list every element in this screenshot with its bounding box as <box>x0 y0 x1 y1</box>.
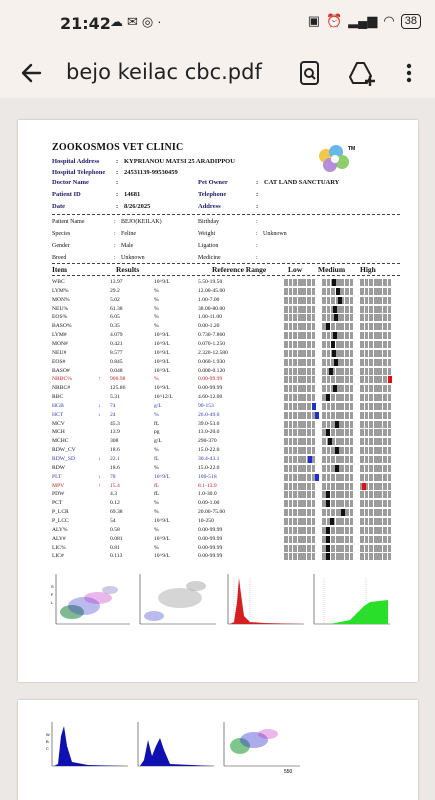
result-value: 0.35 <box>110 323 120 330</box>
result-value: 4.3 <box>110 491 117 498</box>
back-arrow-icon[interactable] <box>14 57 50 89</box>
table-row <box>52 428 402 437</box>
result-item: LYM% <box>52 287 69 294</box>
result-unit: 10^9/L <box>154 358 170 365</box>
result-value: 78 <box>110 473 116 480</box>
level-marker <box>332 350 336 357</box>
result-value: 13.9 <box>110 429 120 436</box>
result-item: MON# <box>52 340 68 347</box>
table-row <box>52 331 402 340</box>
clinic-name: ZOOKOSMOS VET CLINIC <box>52 142 184 153</box>
col-low: Low <box>288 265 303 274</box>
divider <box>52 214 400 215</box>
result-item: MPV <box>52 482 65 489</box>
result-flag: ↓ <box>98 456 101 462</box>
result-range: 0.09-1.00 <box>198 500 220 507</box>
result-unit: % <box>154 509 159 516</box>
table-row <box>52 393 402 402</box>
result-value: 54 <box>110 517 116 524</box>
cloud-icon: ☁ <box>110 14 127 29</box>
level-marker <box>341 509 345 516</box>
result-value: 61.38 <box>110 305 123 312</box>
patient-name: BEJO(KEILAK) <box>121 219 162 225</box>
result-unit: 10^9/L <box>154 332 170 339</box>
result-value: 0.081 <box>110 535 123 542</box>
table-row <box>52 517 402 526</box>
telephone-row: Telephone : <box>198 191 259 198</box>
alarm-icon: ⏰ <box>326 13 343 28</box>
col-range: Reference Range <box>212 265 267 274</box>
wifi-icon: ◠ <box>383 13 395 28</box>
clinic-logo <box>312 142 362 176</box>
pdf-page-2 <box>18 700 418 800</box>
result-value: 6.05 <box>110 314 120 321</box>
result-value: 22.1 <box>110 456 120 462</box>
result-unit: 10^9/L <box>154 553 170 560</box>
level-marker <box>328 438 332 445</box>
result-flag: ↑ <box>98 376 101 383</box>
table-row <box>52 358 402 367</box>
level-marker <box>338 297 342 304</box>
gender: Male <box>121 243 134 249</box>
result-value: 0.12 <box>110 500 120 507</box>
pdf-page-1: ZOOKOSMOS VET CLINIC Hospital Address : KYPRIANOU MATSI 25 ARADIPPOU Hospital Telephone : 24531139-99530459 TM Doctor Name : Pet Owner : CAT LAND SANCTUARY Patient ID : 14681 Telephone : Date : 8/26/2025 Address : Patient Name : BEJO(KEILAK) Birthday : Species : Feline Weight : Unknown Gender : Male Ligation : Breed : Unknown Medicine : Item Results Reference Range Low Medium High WBC 13.97 10^9/L 5.50-19.50 LYM% 29.2 % 12.00-45.00 MON% 5.02 % 1.00-7.00 NEU% 61.38 % 38.00-80.00 EOS% 6.05 % 1.00-11.00 BASO% 0.35 % 0.00-1.20 LYM# 4.079 10^9/L 0.730-7.860 MON# 0.421 10^9/L 0.070-1.250 NEU# 8.577 10^9/L 2.320-12.580 EOS# 0.845 10^9/L 0.060-1.930 BASO# 0.048 10^9/L 0.000-0.120 NRBC% ↑ 900.98 % 0.00-99.99 NRBC# 125.86 10^9/L 0.00-99.99 RBC 5.31 10^12/L 4.60-12.00 HGB ↓ 74 g/L 90-153 HCT ↓ 24 % 26.0-49.0 MCV 45.3 fL 39.0-53.0 MCH 13.9 pg 13.0-20.0 MCHC 308 g/L 290-370 RDW_CV 18.6 % 15.0-22.0 RDW_SD ↓ 22.1 fL 30.4-43.1 RDW 18.6 % 15.0-22.0 PLT ↓ 78 10^9/L 100-518 MPV ↑ 15.4 fL 8.1-13.9 PDW 4.3 fL 1.0-30.0 PCT 0.12 % 0.09-1.00 P_LCR 69.38 % 20.00-75.00 P_LCC 54 10^9/L 10-250 ALY% 0.58 % 0.00-99.99 ALY# 0.081 10^9/L 0.00-99.99 LIC% 0.81 % 0.00-99.99 LIC# 0.113 10^9/L 0.00-99.99 S F L <box>18 120 418 682</box>
result-item: MCH <box>52 429 65 436</box>
result-item: HGB <box>52 402 64 409</box>
result-range: 39.0-53.0 <box>198 420 220 427</box>
result-value: 0.81 <box>110 544 120 551</box>
result-value: 0.113 <box>110 553 123 560</box>
table-row <box>52 313 402 322</box>
page2-histograms <box>18 716 418 776</box>
birthday-label: Birthday <box>198 219 219 225</box>
table-row <box>52 473 402 482</box>
doctor-row: Doctor Name : <box>52 179 119 186</box>
table-row <box>52 552 402 561</box>
result-range: 8.1-13.9 <box>198 482 217 489</box>
status-time: 21:42 <box>60 14 111 33</box>
status-bar <box>0 0 435 48</box>
result-item: HCT <box>52 411 64 418</box>
breed-label: Breed <box>52 255 67 261</box>
instagram-icon: ◎ <box>141 14 158 29</box>
divider <box>52 263 400 264</box>
table-row <box>52 535 402 544</box>
level-marker <box>326 500 330 507</box>
result-range: 0.00-1.20 <box>198 323 220 330</box>
table-row <box>52 402 402 411</box>
result-value: 45.3 <box>110 420 120 427</box>
result-unit: % <box>154 447 159 454</box>
table-row <box>52 340 402 349</box>
more-dots-icon: · <box>157 14 166 29</box>
result-range: 0.000-0.120 <box>198 367 226 374</box>
result-range: 290-370 <box>198 438 217 445</box>
level-marker <box>334 359 338 366</box>
result-value: 29.2 <box>110 287 120 294</box>
app-bar <box>0 48 435 98</box>
divider <box>52 275 400 276</box>
level-marker <box>326 394 330 401</box>
messenger-icon: ✉ <box>127 14 142 29</box>
owner-name: CAT LAND SANCTUARY <box>264 179 340 186</box>
table-row <box>52 296 402 305</box>
result-unit: 10^9/L <box>154 385 170 392</box>
result-item: LIC% <box>52 544 66 551</box>
level-marker <box>334 314 338 321</box>
table-row <box>52 287 402 296</box>
report-date: 8/26/2025 <box>124 203 151 210</box>
table-row <box>52 437 402 446</box>
more-vert-icon[interactable] <box>397 58 421 88</box>
result-item: NRBC# <box>52 385 71 392</box>
level-marker <box>335 447 339 454</box>
result-value: 18.6 <box>110 447 120 454</box>
weight: Unknown <box>263 231 287 237</box>
level-marker <box>315 474 319 481</box>
result-range: 0.730-7.860 <box>198 332 226 339</box>
result-item: MCV <box>52 420 65 427</box>
level-marker <box>330 518 334 525</box>
level-marker <box>329 368 333 375</box>
result-value: 308 <box>110 438 119 445</box>
table-row <box>52 367 402 376</box>
result-unit: fL <box>154 420 160 427</box>
histogram-plt <box>310 572 392 628</box>
result-value: 69.38 <box>110 509 123 516</box>
battery-icon: 38 <box>401 14 421 29</box>
patient-id: 14681 <box>124 191 141 198</box>
result-value: 74 <box>110 402 116 409</box>
table-row <box>52 278 402 287</box>
result-unit: % <box>154 323 159 330</box>
level-marker <box>326 527 330 534</box>
col-item: Item <box>52 265 67 274</box>
result-unit: % <box>154 464 159 471</box>
level-marker <box>326 429 330 436</box>
level-marker <box>336 288 340 295</box>
result-range: 0.00-99.99 <box>198 376 223 383</box>
level-marker <box>308 456 312 463</box>
result-item: PCT <box>52 500 63 507</box>
result-unit: g/L <box>154 438 162 445</box>
result-unit: % <box>154 500 159 507</box>
result-range: 0.00-99.99 <box>198 526 223 533</box>
level-marker <box>331 341 335 348</box>
result-value: 5.02 <box>110 296 120 303</box>
level-marker <box>326 491 330 498</box>
result-range: 1.00-7.00 <box>198 296 220 303</box>
breed: Unknown <box>121 255 145 261</box>
table-row <box>52 411 402 420</box>
species: Feline <box>121 231 136 237</box>
svg-text:L: L <box>51 600 54 605</box>
table-row <box>52 544 402 553</box>
result-unit: % <box>154 526 159 533</box>
svg-text:W: W <box>46 732 50 737</box>
col-high: High <box>360 265 376 274</box>
result-range: 26.0-49.0 <box>198 411 220 418</box>
result-unit: fL <box>154 482 160 489</box>
result-value: 4.079 <box>110 332 123 339</box>
col-medium: Medium <box>318 265 346 274</box>
hospital-address: KYPRIANOU MATSI 25 ARADIPPOU <box>124 158 235 165</box>
result-item: LIC# <box>52 553 64 560</box>
table-row <box>52 384 402 393</box>
result-unit: % <box>154 305 159 312</box>
result-value: 0.845 <box>110 358 123 365</box>
level-marker <box>326 536 330 543</box>
result-unit: 10^9/L <box>154 367 170 374</box>
level-marker <box>333 332 337 339</box>
signal-icon: ▂▄▆ <box>348 13 378 28</box>
result-value: 125.86 <box>110 385 126 392</box>
result-item: MON% <box>52 296 70 303</box>
level-marker <box>388 376 392 383</box>
result-unit: g/L <box>154 402 162 409</box>
result-value: 13.97 <box>110 279 123 285</box>
table-row <box>52 508 402 517</box>
result-item: ALY% <box>52 526 68 533</box>
histogram-rbc <box>224 572 306 628</box>
table-row <box>52 446 402 455</box>
nfc-icon: ▣ <box>307 13 320 28</box>
result-range: 0.070-1.250 <box>198 340 226 347</box>
result-unit: % <box>154 544 159 551</box>
gender-label: Gender <box>52 243 70 249</box>
level-marker <box>362 483 366 490</box>
table-row <box>52 464 402 473</box>
result-value: 900.98 <box>110 376 126 383</box>
table-row <box>52 455 402 464</box>
pdf-viewer[interactable] <box>0 98 435 800</box>
hospital-address-row: Hospital Address : KYPRIANOU MATSI 25 ARADIPPOU <box>52 158 235 165</box>
drive-add-icon[interactable] <box>347 58 377 88</box>
result-unit: 10^9/L <box>154 349 170 356</box>
table-row <box>52 526 402 535</box>
search-document-icon[interactable] <box>295 58 325 88</box>
table-row <box>52 375 402 384</box>
table-row <box>52 482 402 491</box>
hospital-address-label: Hospital Address <box>52 158 100 165</box>
result-item: P_LCR <box>52 509 69 516</box>
result-item: LYM# <box>52 332 67 339</box>
date-row: Date : 8/26/2025 <box>52 203 151 210</box>
result-range: 2.320-12.580 <box>198 349 228 356</box>
notification-icons <box>110 14 166 30</box>
histogram-wbc-scatter <box>136 572 218 628</box>
result-range: 15.0-22.0 <box>198 464 220 471</box>
table-row <box>52 490 402 499</box>
result-value: 24 <box>110 411 116 418</box>
patient-id-row: Patient ID : 14681 <box>52 191 141 198</box>
result-item: PLT <box>52 473 62 480</box>
table-row <box>52 499 402 508</box>
table-row <box>52 420 402 429</box>
result-unit: fL <box>154 456 160 462</box>
level-marker <box>312 403 316 410</box>
level-marker <box>333 306 337 313</box>
result-range: 10-250 <box>198 517 214 524</box>
result-item: EOS# <box>52 358 66 365</box>
weight-label: Weight <box>198 231 216 237</box>
level-marker <box>326 553 330 560</box>
result-value: 8.577 <box>110 349 123 356</box>
result-item: NEU# <box>52 349 67 356</box>
level-marker <box>335 421 339 428</box>
histogram-diff-scatter <box>50 572 132 628</box>
owner-row: Pet Owner : CAT LAND SANCTUARY <box>198 179 340 186</box>
result-unit: 10^9/L <box>154 517 170 524</box>
hospital-phone: 24531139-99530459 <box>124 169 178 176</box>
medicine-label: Medicine <box>198 255 221 261</box>
patient-name-label: Patient Name <box>52 219 85 225</box>
result-range: 20.00-75.00 <box>198 509 226 516</box>
level-marker <box>332 279 336 286</box>
result-range: 38.00-80.00 <box>198 305 226 312</box>
result-range: 5.50-19.50 <box>198 279 223 285</box>
table-row <box>52 322 402 331</box>
result-item: P_LCC <box>52 517 69 524</box>
result-unit: fL <box>154 491 160 498</box>
result-unit: 10^9/L <box>154 279 170 285</box>
svg-text:S: S <box>51 584 54 589</box>
result-range: 15.0-22.0 <box>198 447 220 454</box>
result-item: RBC <box>52 394 64 401</box>
result-unit: 10^9/L <box>154 473 170 480</box>
result-range: 1.0-30.0 <box>198 491 217 498</box>
result-item: BASO# <box>52 367 70 374</box>
result-item: PDW <box>52 491 65 498</box>
result-item: RDW <box>52 464 66 471</box>
level-marker <box>335 465 339 472</box>
level-marker <box>333 385 337 392</box>
result-item: RDW_SD <box>52 456 75 462</box>
system-icons <box>308 13 421 29</box>
result-value: 0.58 <box>110 526 120 533</box>
result-unit: % <box>154 296 159 303</box>
svg-text:F: F <box>51 592 54 597</box>
result-item: ALY# <box>52 535 66 542</box>
result-range: 90-153 <box>198 402 214 409</box>
result-range: 13.0-20.0 <box>198 429 220 436</box>
result-range: 1.00-11.00 <box>198 314 223 321</box>
result-range: 0.00-99.99 <box>198 535 223 542</box>
page2-axis-label: 550 <box>284 769 293 775</box>
hospital-phone-row: Hospital Telephone : 24531139-99530459 <box>52 169 178 176</box>
ligation-label: Ligation <box>198 243 219 249</box>
result-flag: ↓ <box>98 402 101 409</box>
result-item: BASO% <box>52 323 72 330</box>
level-marker <box>326 323 330 330</box>
result-item: NRBC% <box>52 376 72 383</box>
col-results: Results <box>116 265 140 274</box>
result-value: 15.4 <box>110 482 120 489</box>
result-unit: % <box>154 314 159 321</box>
result-range: 12.00-45.00 <box>198 287 226 294</box>
result-flag: ↓ <box>98 473 101 480</box>
svg-text:B: B <box>46 739 49 744</box>
result-unit: 10^9/L <box>154 535 170 542</box>
result-range: 30.4-43.1 <box>198 456 220 462</box>
result-value: 5.31 <box>110 394 120 401</box>
result-range: 100-518 <box>198 473 217 480</box>
result-flag: ↑ <box>98 482 101 489</box>
result-item: EOS% <box>52 314 68 321</box>
result-item: WBC <box>52 279 65 285</box>
table-row <box>52 305 402 314</box>
result-item: NEU% <box>52 305 69 312</box>
result-item: RDW_CV <box>52 447 76 454</box>
result-unit: 10^9/L <box>154 340 170 347</box>
species-label: Species <box>52 231 71 237</box>
result-unit: pg <box>154 429 160 436</box>
result-range: 0.00-99.99 <box>198 385 223 392</box>
svg-text:C: C <box>46 746 49 751</box>
result-range: 0.00-99.99 <box>198 553 223 560</box>
address-row: Address : <box>198 203 259 210</box>
level-marker <box>315 412 319 419</box>
result-range: 0.00-99.99 <box>198 544 223 551</box>
result-item: MCHC <box>52 438 69 445</box>
result-unit: % <box>154 411 159 418</box>
table-row <box>52 349 402 358</box>
hospital-phone-label: Hospital Telephone <box>52 169 106 176</box>
result-range: 4.60-12.00 <box>198 394 223 401</box>
result-range: 0.060-1.930 <box>198 358 226 365</box>
result-unit: % <box>154 376 159 383</box>
result-value: 0.048 <box>110 367 123 374</box>
document-title: bejo keilac cbc.pdf <box>66 60 262 84</box>
result-flag: ↓ <box>98 411 101 418</box>
svg-text:TM: TM <box>348 146 356 152</box>
level-marker <box>326 545 330 552</box>
result-unit: 10^12/L <box>154 394 173 401</box>
result-value: 0.421 <box>110 340 123 347</box>
result-unit: % <box>154 287 159 294</box>
result-value: 18.6 <box>110 464 120 471</box>
